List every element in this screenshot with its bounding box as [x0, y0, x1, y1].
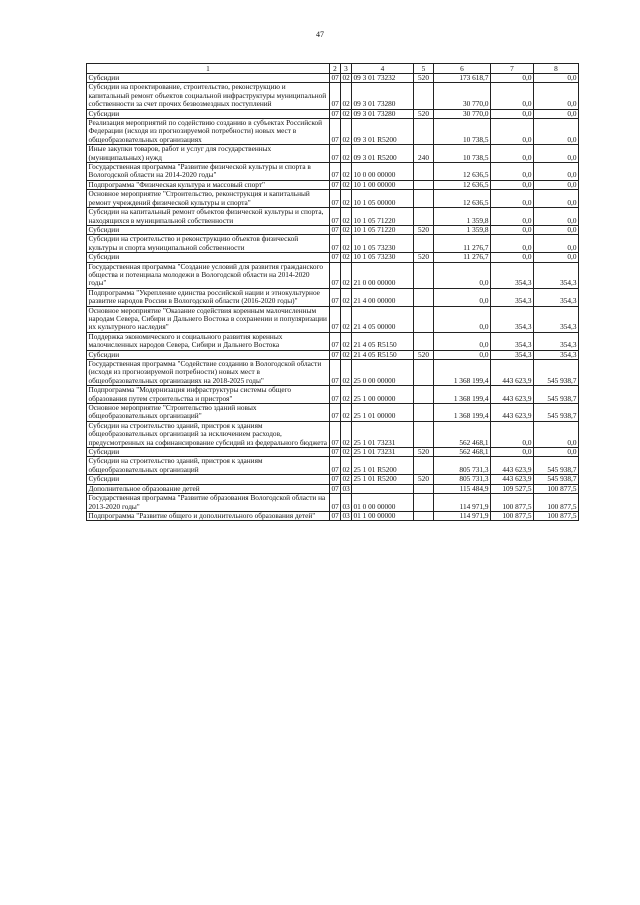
subsection-code: 03 [342, 511, 350, 520]
header-cell: 8 [534, 64, 579, 74]
subsection-code: 02 [341, 306, 352, 332]
target-article: 10 0 00 00000 [352, 163, 414, 181]
subsection-code: 02 [341, 288, 352, 306]
section-code: 07 [331, 511, 339, 520]
table-row [87, 119, 579, 145]
expense-type: 520 [414, 253, 434, 262]
amount-col-6: 0,0 [434, 306, 491, 332]
header-cell: 1 [87, 64, 330, 74]
subsection-code: 02 [342, 447, 350, 457]
section-code: 07 [331, 252, 339, 262]
amount-col-7: 0,0 [491, 225, 534, 234]
section-code: 07 [330, 83, 341, 109]
target-article [352, 484, 414, 493]
amount-col-6: 30 770,0 [434, 109, 491, 118]
target-article: 10 1 05 71220 [352, 208, 414, 226]
target-article: 10 1 05 00000 [352, 190, 414, 208]
table-row [87, 288, 579, 306]
amount-col-6: 115 484,9 [434, 484, 491, 493]
table-row [87, 83, 579, 109]
amount-col-8: 0,0 [534, 163, 579, 181]
section-code: 07 [330, 360, 341, 386]
subsection-code: 02 [341, 83, 352, 109]
subsection-code: 02 [342, 109, 350, 118]
amount-col-8: 545 938,7 [534, 457, 579, 475]
amount-col-6: 12 636,5 [434, 163, 491, 181]
table-row [87, 208, 579, 226]
expense-type [414, 386, 434, 404]
section-code: 07 [331, 180, 339, 189]
amount-col-7: 354,3 [491, 262, 534, 288]
expense-type: 520 [414, 475, 434, 484]
amount-col-8: 100 877,5 [534, 484, 579, 493]
subsection-code: 02 [341, 190, 352, 208]
amount-col-6: 1 359,8 [434, 225, 491, 234]
section-code: 07 [331, 447, 339, 457]
subsection-code: 02 [341, 145, 352, 163]
amount-col-8: 0,0 [534, 74, 579, 83]
target-article: 10 1 05 73230 [352, 253, 414, 262]
amount-col-8: 354,3 [534, 306, 579, 332]
item-name: Субсидии [87, 109, 330, 118]
section-code: 07 [330, 119, 341, 145]
table-row [87, 74, 579, 83]
amount-col-6: 11 276,7 [434, 235, 491, 253]
item-name: Субсидии [87, 350, 330, 359]
item-name: Основное мероприятие "Строительство зданий новых общеобразовательных организаций" [87, 404, 330, 422]
table-row [87, 448, 579, 457]
amount-col-8: 0,0 [534, 225, 579, 234]
section-code: 07 [330, 235, 341, 253]
amount-col-8: 0,0 [534, 145, 579, 163]
amount-col-8: 0,0 [534, 448, 579, 457]
amount-col-6: 805 731,3 [434, 457, 491, 475]
target-article: 25 1 01 R5200 [352, 457, 414, 475]
amount-col-6: 0,0 [434, 332, 491, 350]
expense-type [414, 457, 434, 475]
item-name: Государственная программа "Содействие созданию в Вологодской области (исходя из прогнозируемой потребности) новых мест в общеобразовательных организациях на 2018-2025 годы" [87, 360, 330, 386]
item-name: Дополнительное образование детей [87, 484, 330, 493]
table-row [87, 511, 579, 520]
amount-col-6: 1 368 199,4 [434, 360, 491, 386]
expense-type [414, 494, 434, 512]
table-row [87, 306, 579, 332]
amount-col-6: 30 770,0 [434, 83, 491, 109]
subsection-code: 02 [341, 404, 352, 422]
expense-type [414, 484, 434, 493]
item-name: Субсидии на строительство зданий, пристроя к зданиям общеобразовательных организаций [87, 457, 330, 475]
item-name: Субсидии [87, 225, 330, 234]
subsection-code: 02 [342, 73, 350, 82]
amount-col-7: 100 877,5 [491, 511, 534, 520]
target-article: 01 0 00 00000 [352, 494, 414, 512]
amount-col-7: 0,0 [491, 235, 534, 253]
table-row [87, 332, 579, 350]
section-code: 07 [330, 457, 341, 475]
item-name: Государственная программа "Развитие образования Вологодской области на 2013-2020 годы" [87, 494, 330, 512]
subsection-code: 02 [341, 235, 352, 253]
subsection-code: 02 [342, 474, 350, 484]
table-row [87, 475, 579, 484]
header-cell: 3 [341, 64, 352, 74]
amount-col-8: 545 938,7 [534, 386, 579, 404]
subsection-code: 02 [341, 163, 352, 181]
expense-type: 520 [414, 448, 434, 457]
section-code: 07 [331, 73, 339, 82]
amount-col-7: 443 623,9 [491, 457, 534, 475]
target-article: 09 3 01 73280 [352, 109, 414, 118]
table-row [87, 163, 579, 181]
table-row [87, 360, 579, 386]
expense-type [414, 119, 434, 145]
target-article: 25 0 00 00000 [352, 360, 414, 386]
section-code: 07 [330, 306, 341, 332]
amount-col-8: 354,3 [534, 350, 579, 359]
subsection-code: 02 [341, 386, 352, 404]
section-code: 07 [331, 484, 339, 493]
expense-type: 520 [414, 350, 434, 359]
expense-type [414, 163, 434, 181]
expense-type [414, 360, 434, 386]
amount-col-7: 443 623,9 [491, 404, 534, 422]
table-row [87, 494, 579, 512]
expense-type [414, 180, 434, 189]
expense-type: 520 [414, 74, 434, 83]
section-code: 07 [330, 404, 341, 422]
item-name: Подпрограмма "Укрепление единства российской нации и этнокультурное развитие народов России в Вологодской области (2016-2020 годы)" [87, 288, 330, 306]
section-code: 07 [330, 262, 341, 288]
amount-col-6: 562 468,1 [434, 421, 491, 447]
amount-col-7: 354,3 [491, 350, 534, 359]
subsection-code: 02 [341, 119, 352, 145]
item-name: Субсидии на строительство и реконструкцию объектов физической культуры и спорта муниципальной собственности [87, 235, 330, 253]
item-name: Субсидии на строительство зданий, пристроя к зданиям общеобразовательных организаций за исключением расходов, предусмотренных на софинансирование субсидий из федерального бюджета [87, 421, 330, 447]
target-article: 09 3 01 R5200 [352, 119, 414, 145]
amount-col-7: 0,0 [491, 109, 534, 118]
amount-col-6: 1 368 199,4 [434, 386, 491, 404]
amount-col-8: 0,0 [534, 119, 579, 145]
amount-col-7: 0,0 [491, 74, 534, 83]
amount-col-6: 11 276,7 [434, 253, 491, 262]
amount-col-6: 12 636,5 [434, 180, 491, 189]
amount-col-8: 0,0 [534, 190, 579, 208]
amount-col-6: 1 359,8 [434, 208, 491, 226]
subsection-code: 02 [341, 360, 352, 386]
amount-col-7: 0,0 [491, 83, 534, 109]
target-article: 25 1 01 00000 [352, 404, 414, 422]
table-row [87, 253, 579, 262]
amount-col-7: 354,3 [491, 332, 534, 350]
item-name: Субсидии [87, 253, 330, 262]
section-code: 07 [330, 190, 341, 208]
amount-col-6: 10 738,5 [434, 119, 491, 145]
section-code: 07 [330, 421, 341, 447]
item-name: Основное мероприятие "Строительство, реконструкция и капитальный ремонт учреждений физической культуры и спорта" [87, 190, 330, 208]
amount-col-7: 0,0 [491, 448, 534, 457]
amount-col-8: 545 938,7 [534, 360, 579, 386]
amount-col-6: 805 731,3 [434, 475, 491, 484]
expense-type: 520 [414, 225, 434, 234]
item-name: Государственная программа "Развитие физической культуры и спорта в Вологодской области на 2014-2020 годы" [87, 163, 330, 181]
section-code: 07 [330, 332, 341, 350]
section-code: 07 [330, 163, 341, 181]
target-article: 01 1 00 00000 [352, 511, 414, 520]
table-header-row [87, 64, 579, 74]
item-name: Подпрограмма "Физическая культура и массовый спорт" [87, 180, 330, 189]
table-row [87, 421, 579, 447]
target-article: 21 4 05 00000 [352, 306, 414, 332]
section-code: 07 [331, 109, 339, 118]
section-code: 07 [330, 288, 341, 306]
expense-type [414, 83, 434, 109]
subsection-code: 02 [341, 332, 352, 350]
amount-col-8: 545 938,7 [534, 475, 579, 484]
section-code: 07 [331, 225, 339, 234]
target-article: 25 1 01 73231 [352, 448, 414, 457]
amount-col-7: 354,3 [491, 288, 534, 306]
table-row [87, 386, 579, 404]
amount-col-8: 0,0 [534, 208, 579, 226]
amount-col-7: 0,0 [491, 145, 534, 163]
table-row [87, 190, 579, 208]
expense-type [414, 235, 434, 253]
item-name: Субсидии [87, 448, 330, 457]
amount-col-7: 0,0 [491, 180, 534, 189]
expense-type [414, 262, 434, 288]
amount-col-6: 10 738,5 [434, 145, 491, 163]
expense-type: 520 [414, 109, 434, 118]
amount-col-6: 562 468,1 [434, 448, 491, 457]
subsection-code: 02 [342, 350, 350, 359]
amount-col-8: 100 877,5 [534, 511, 579, 520]
section-code: 07 [330, 386, 341, 404]
table-row [87, 350, 579, 359]
amount-col-8: 0,0 [534, 253, 579, 262]
amount-col-8: 354,3 [534, 262, 579, 288]
amount-col-6: 0,0 [434, 262, 491, 288]
subsection-code: 02 [342, 252, 350, 262]
section-code: 07 [330, 145, 341, 163]
target-article: 09 3 01 73232 [352, 74, 414, 83]
amount-col-8: 0,0 [534, 235, 579, 253]
amount-col-7: 0,0 [491, 208, 534, 226]
target-article: 25 1 01 73231 [352, 421, 414, 447]
amount-col-8: 545 938,7 [534, 404, 579, 422]
table-row [87, 225, 579, 234]
amount-col-7: 443 623,9 [491, 360, 534, 386]
target-article: 25 1 00 00000 [352, 386, 414, 404]
item-name: Иные закупки товаров, работ и услуг для государственных (муниципальных) нужд [87, 145, 330, 163]
amount-col-8: 0,0 [534, 83, 579, 109]
amount-col-8: 354,3 [534, 332, 579, 350]
target-article: 21 4 05 R5150 [352, 332, 414, 350]
target-article: 21 4 05 R5150 [352, 350, 414, 359]
amount-col-7: 354,3 [491, 306, 534, 332]
item-name: Подпрограмма "Модернизация инфраструктуры системы общего образования путем строительства и пристроя" [87, 386, 330, 404]
table-row [87, 484, 579, 493]
amount-col-7: 100 877,5 [491, 494, 534, 512]
amount-col-8: 0,0 [534, 109, 579, 118]
target-article: 21 0 00 00000 [352, 262, 414, 288]
amount-col-7: 109 527,5 [491, 484, 534, 493]
section-code: 07 [330, 208, 341, 226]
budget-table [86, 63, 579, 521]
expense-type: 240 [414, 145, 434, 163]
expense-type [414, 421, 434, 447]
item-name: Субсидии [87, 74, 330, 83]
expense-type [414, 306, 434, 332]
amount-col-7: 0,0 [491, 190, 534, 208]
target-article: 25 1 01 R5200 [352, 475, 414, 484]
target-article: 10 1 05 71220 [352, 225, 414, 234]
section-code: 07 [331, 474, 339, 484]
amount-col-7: 0,0 [491, 163, 534, 181]
item-name: Основное мероприятие "Оказание содействия коренным малочисленным народам Севера, Сибири и Дальнего Востока в сохранении и популяризации их культурного наследия" [87, 306, 330, 332]
amount-col-7: 443 623,9 [491, 475, 534, 484]
amount-col-6: 0,0 [434, 350, 491, 359]
amount-col-7: 0,0 [491, 421, 534, 447]
amount-col-6: 114 971,9 [434, 494, 491, 512]
expense-type [414, 208, 434, 226]
table-row [87, 145, 579, 163]
table-row [87, 109, 579, 118]
item-name: Реализация мероприятий по содействию созданию в субъектах Российской Федерации (исходя из прогнозируемой потребности) новых мест в общеобразовательных организациях [87, 119, 330, 145]
amount-col-8: 0,0 [534, 180, 579, 189]
subsection-code: 02 [341, 421, 352, 447]
expense-type [414, 511, 434, 520]
amount-col-7: 0,0 [491, 119, 534, 145]
table-row [87, 235, 579, 253]
subsection-code: 02 [341, 262, 352, 288]
amount-col-6: 0,0 [434, 288, 491, 306]
target-article: 09 3 01 R5200 [352, 145, 414, 163]
amount-col-6: 173 618,7 [434, 74, 491, 83]
amount-col-6: 12 636,5 [434, 190, 491, 208]
expense-type [414, 288, 434, 306]
subsection-code: 02 [342, 225, 350, 234]
header-cell: 6 [434, 64, 491, 74]
subsection-code: 02 [341, 457, 352, 475]
table-body [87, 64, 579, 521]
item-name: Субсидии на проектирование, строительство, реконструкцию и капитальный ремонт объектов социальной инфраструктуры муниципальной собственности за счет прочих безвозмездных поступлений [87, 83, 330, 109]
header-cell: 5 [414, 64, 434, 74]
subsection-code: 03 [342, 484, 350, 493]
header-cell: 2 [330, 64, 341, 74]
header-cell: 4 [352, 64, 414, 74]
target-article: 21 4 00 00000 [352, 288, 414, 306]
section-code: 07 [330, 494, 341, 512]
amount-col-8: 0,0 [534, 421, 579, 447]
amount-col-7: 0,0 [491, 253, 534, 262]
item-name: Субсидии [87, 475, 330, 484]
target-article: 10 1 00 00000 [352, 180, 414, 189]
table-row [87, 262, 579, 288]
page-number: 47 [316, 30, 324, 39]
expense-type [414, 404, 434, 422]
table-row [87, 180, 579, 189]
item-name: Субсидии на капитальный ремонт объектов физической культуры и спорта, находящихся в муниципальной собственности [87, 208, 330, 226]
target-article: 09 3 01 73280 [352, 83, 414, 109]
table-row [87, 457, 579, 475]
subsection-code: 02 [342, 180, 350, 189]
table-row [87, 404, 579, 422]
amount-col-6: 1 368 199,4 [434, 404, 491, 422]
expense-type [414, 190, 434, 208]
amount-col-8: 100 877,5 [534, 494, 579, 512]
amount-col-8: 354,3 [534, 288, 579, 306]
item-name: Подпрограмма "Развитие общего и дополнительного образования детей" [87, 511, 330, 520]
subsection-code: 02 [341, 208, 352, 226]
subsection-code: 03 [341, 494, 352, 512]
item-name: Государственная программа "Создание условий для развития гражданского общества и потенциала молодежи в Вологодской области на 2014-2020 годы" [87, 262, 330, 288]
section-code: 07 [331, 350, 339, 359]
item-name: Поддержка экономического и социального развития коренных малочисленных народов Севера, Сибири и Дальнего Востока [87, 332, 330, 350]
target-article: 10 1 05 73230 [352, 235, 414, 253]
amount-col-7: 443 623,9 [491, 386, 534, 404]
expense-type [414, 332, 434, 350]
amount-col-6: 114 971,9 [434, 511, 491, 520]
header-cell: 7 [491, 64, 534, 74]
